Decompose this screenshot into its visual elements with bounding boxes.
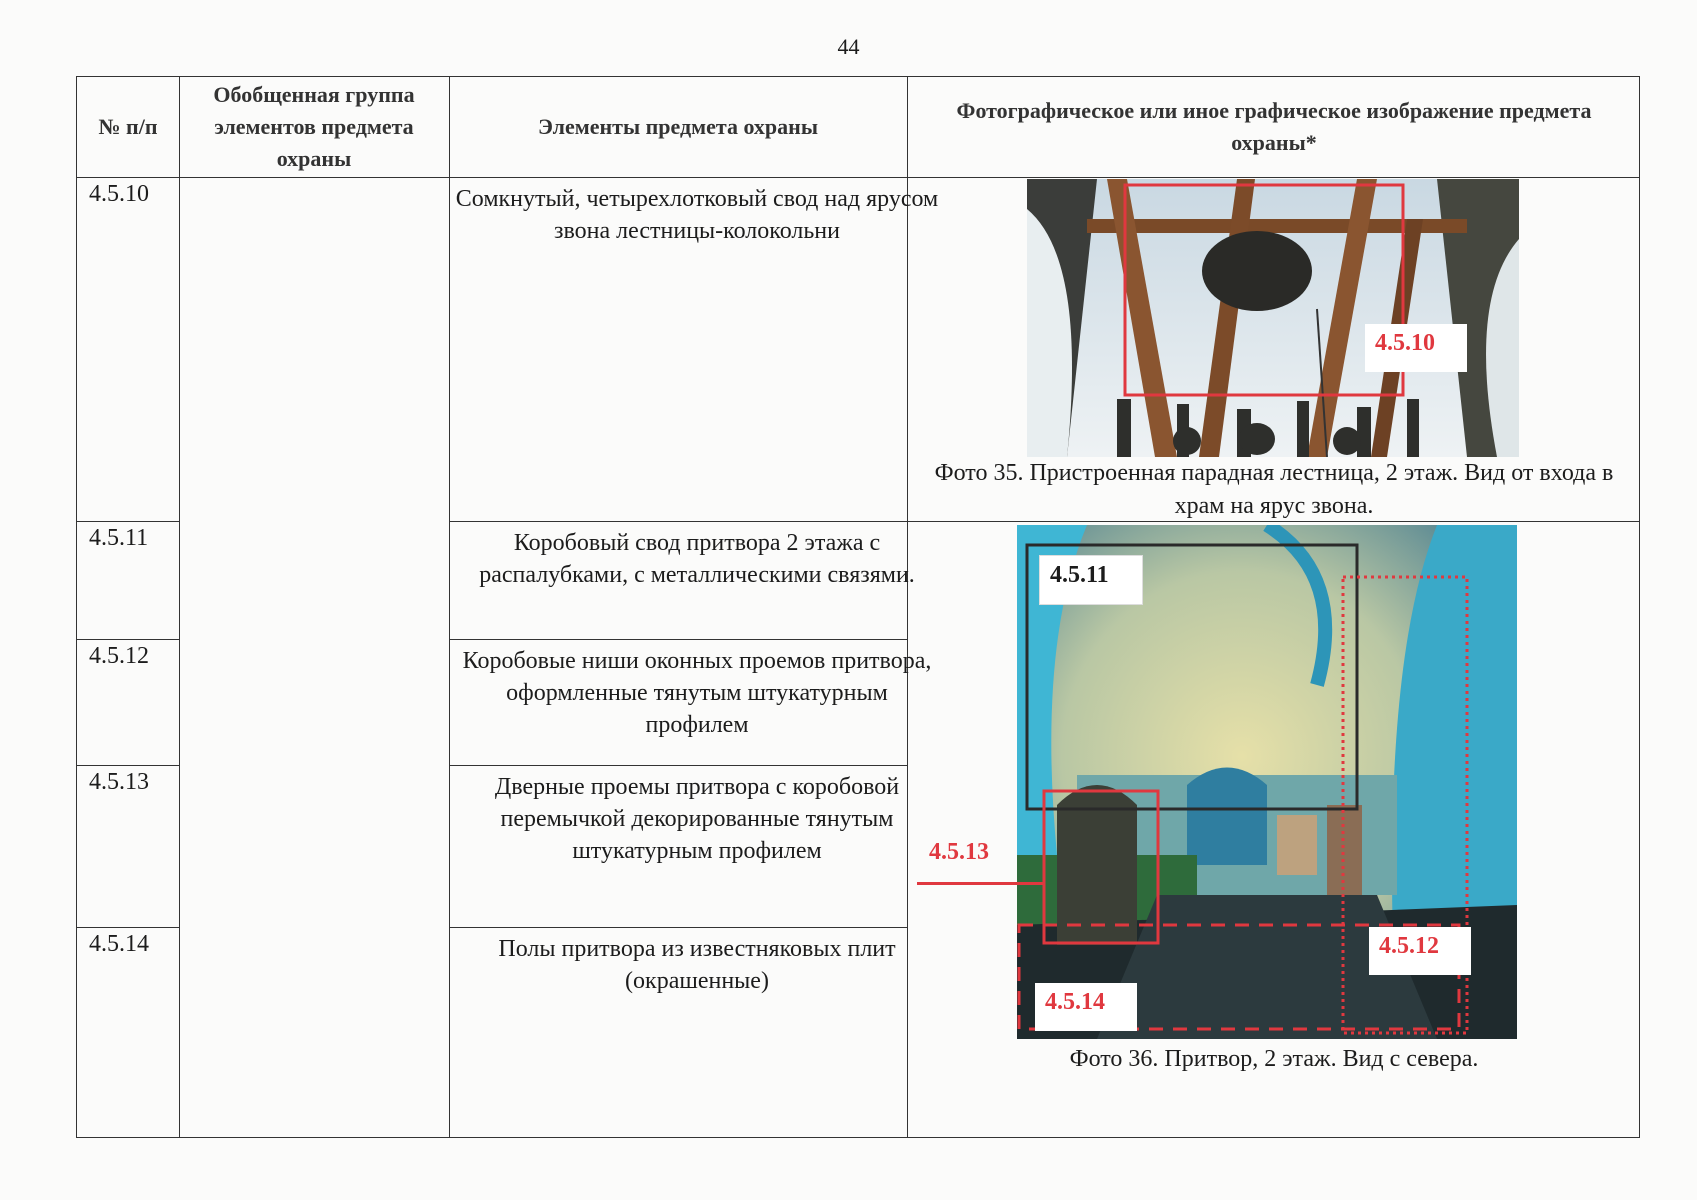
row-number: 4.5.11 <box>89 525 149 551</box>
photo-36-narthex <box>929 525 1517 1039</box>
row-number: 4.5.14 <box>89 931 149 957</box>
page-number: 44 <box>837 34 860 59</box>
label-4-5-10: 4.5.10 <box>1365 324 1467 372</box>
header-divider <box>77 177 1639 178</box>
photo-35-bell-tier <box>1027 179 1519 457</box>
column-divider <box>179 77 180 1137</box>
element-description: Дверные проемы притвора с коробовой перемычкой декорированные тянутым штукатурным профилем <box>494 774 900 864</box>
element-description: Коробовый свод притвора 2 этажа с распалубками, с металлическими связями. <box>479 530 915 588</box>
header-number: № п/п <box>98 114 158 139</box>
label-4-5-11: 4.5.11 <box>1039 555 1143 605</box>
label-4-5-12: 4.5.12 <box>1369 927 1471 975</box>
label-4-5-14: 4.5.14 <box>1035 983 1137 1031</box>
photo-35-caption: Фото 35. Пристроенная парадная лестница, 2 этаж. Вид от входа в храм на ярус звона. <box>934 460 1614 519</box>
element-description: Полы притвора из известняковых плит (окрашенные) <box>498 936 896 994</box>
row-number: 4.5.10 <box>89 181 149 207</box>
row-number: 4.5.13 <box>89 769 149 795</box>
leader-line-4-5-13 <box>917 882 1044 885</box>
column-divider <box>449 77 450 1137</box>
row-divider <box>77 927 179 928</box>
header-group: Обобщенная группа элементов предмета охраны <box>213 82 415 171</box>
row-divider <box>77 639 179 640</box>
bell-tier-illustration <box>1027 179 1519 457</box>
row-number: 4.5.12 <box>89 643 149 669</box>
protection-elements-table <box>76 76 1640 1138</box>
element-description: Коробовые ниши оконных проемов притвора, оформленные тянутым штукатурным профилем <box>462 648 932 738</box>
element-description: Сомкнутый, четырехлотковый свод над ярусом звона лестницы-колокольни <box>455 186 939 244</box>
row-divider <box>77 521 179 522</box>
photo-36-caption: Фото 36. Притвор, 2 этаж. Вид с севера. <box>1069 1046 1479 1072</box>
header-image: Фотографическое или иное графическое изображение предмета охраны* <box>956 98 1592 155</box>
row-divider <box>449 927 907 928</box>
label-4-5-13: 4.5.13 <box>929 839 989 865</box>
header-elements: Элементы предмета охраны <box>537 114 819 139</box>
row-divider <box>449 639 907 640</box>
row-divider <box>449 765 907 766</box>
row-divider <box>77 765 179 766</box>
